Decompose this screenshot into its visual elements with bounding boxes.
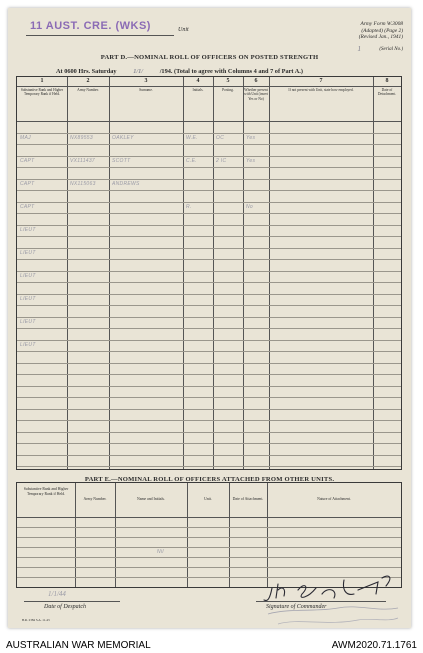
ruled-line (17, 374, 401, 375)
ruled-line (17, 386, 401, 387)
column-header: Army Number. (77, 88, 99, 92)
serial-label: (Serial No.) (379, 47, 403, 52)
archive-reference: AWM2020.71.1761 (331, 640, 417, 651)
entry-rank: LIEUT (20, 250, 36, 256)
ruled-line (17, 363, 401, 364)
entry-surname: OAKLEY (112, 135, 134, 141)
entry-rank: LIEUT (20, 273, 36, 279)
column-header: Substantive Rank and Higher Temporary Rank if Held. (20, 88, 64, 97)
ruled-line (17, 213, 401, 214)
column-number: 8 (385, 78, 389, 84)
column-number: 6 (254, 78, 258, 84)
ruled-line (17, 156, 401, 157)
entry-rank: CAPT (20, 158, 35, 164)
part-e-nil-entry: Nil (157, 549, 164, 555)
ruled-line (17, 527, 401, 528)
column-header: If not present with Unit, state how employed. (288, 88, 354, 92)
column-header: Unit. (204, 497, 212, 501)
document-sheet (8, 8, 411, 628)
ruled-line (17, 144, 401, 145)
entry-surname: SCOTT (112, 158, 131, 164)
despatch-date-value: 1/1/44 (48, 590, 66, 598)
ruled-line (17, 557, 401, 558)
commander-signature (258, 568, 408, 632)
archive-caption: AUSTRALIAN WAR MEMORIAL (6, 640, 151, 651)
column-header: Surname. (139, 88, 153, 92)
signature-label: Signature of Commander (266, 604, 327, 610)
column-header: Name and Initials. (137, 497, 165, 501)
entry-initials: C.E. (186, 158, 197, 164)
despatch-underline (24, 601, 120, 602)
part-d-table (16, 76, 402, 470)
entry-number: NX115063 (70, 181, 96, 187)
form-ref-line: (Revised Jan., 1941) (358, 34, 403, 41)
column-divider (109, 77, 110, 469)
ruled-line (17, 351, 401, 352)
ruled-line (17, 397, 401, 398)
entry-number: NX89553 (70, 135, 93, 141)
column-divider (67, 77, 68, 469)
ruled-line (17, 305, 401, 306)
header-row-divider (17, 121, 401, 122)
entry-surname: ANDREWS (112, 181, 140, 187)
ruled-line (17, 409, 401, 410)
part-e-title: PART E.—NOMINAL ROLL OF OFFICERS ATTACHED FROM OTHER UNITS. (84, 476, 335, 483)
column-divider (269, 77, 270, 469)
ruled-line (17, 271, 401, 272)
column-header: Initials. (192, 88, 204, 92)
entry-initials: W.E. (186, 135, 198, 141)
unit-stamp: 11 AUST. CRE. (WKS) (30, 20, 151, 32)
ruled-line (17, 466, 401, 467)
column-number: 5 (226, 78, 230, 84)
column-divider (183, 77, 184, 469)
despatch-label: Date of Despatch (44, 604, 86, 610)
number-row-divider (17, 86, 401, 87)
ruled-line (17, 179, 401, 180)
entry-posting: OC (216, 135, 225, 141)
header-row-divider (17, 517, 401, 518)
ruled-line (17, 190, 401, 191)
ruled-line (17, 259, 401, 260)
column-divider (373, 77, 374, 469)
unit-underline (26, 35, 174, 36)
column-number: 7 (319, 78, 323, 84)
column-divider (213, 77, 214, 469)
part-d-title: PART D.—NOMINAL ROLL OF OFFICERS ON POSTED STRENGTH (100, 54, 319, 61)
ruled-line (17, 420, 401, 421)
entry-posting: 2 IC (216, 158, 227, 164)
column-number: 2 (86, 78, 90, 84)
ruled-line (17, 225, 401, 226)
at-prefix: At 0600 Hrs. Saturday (56, 68, 117, 75)
column-header: Date of Attachment. (232, 497, 264, 501)
column-divider (243, 77, 244, 469)
ruled-line (17, 202, 401, 203)
column-header: Nature of Attachment. (317, 497, 351, 501)
ruled-line (17, 328, 401, 329)
at-suffix: /194. (Total to agree with Columns 4 and 7 of Part A.) (159, 68, 303, 75)
column-header: Whether present with Unit (insert Yes or No) (244, 88, 268, 101)
entry-rank: CAPT (20, 181, 35, 187)
ruled-line (17, 167, 401, 168)
form-ref-line: Army Form W.3008 (360, 21, 403, 27)
signature-underline (256, 601, 386, 602)
ruled-line (17, 432, 401, 433)
column-number: 1 (40, 78, 44, 84)
ruled-line (17, 443, 401, 444)
column-header: Date of Detachment. (377, 88, 397, 97)
ruled-line (17, 236, 401, 237)
ruled-line (17, 547, 401, 548)
entry-rank: LIEUT (20, 342, 36, 348)
ruled-line (17, 133, 401, 134)
entry-initials: R. (186, 204, 192, 210)
form-reference (359, 21, 403, 41)
column-header: Substantive Rank and Higher Temporary Rank if Held. (23, 487, 69, 496)
column-header: Posting. (222, 88, 234, 92)
entry-present: No (246, 204, 253, 210)
ruled-line (17, 537, 401, 538)
unit-label: Unit (178, 27, 189, 33)
ruled-line (17, 340, 401, 341)
entry-number: VX111437 (70, 158, 96, 164)
entry-rank: LIEUT (20, 296, 36, 302)
serial-number-value: 1 (357, 45, 361, 53)
column-number: 3 (144, 78, 148, 84)
at-hours-line (56, 68, 303, 75)
ruled-line (17, 317, 401, 318)
print-code: B.R. 2384 S.A. 11-43 (22, 618, 50, 622)
entry-present: Yes (246, 135, 256, 141)
form-ref-line: (Adapted) (Page 2) (361, 27, 403, 34)
column-number: 4 (196, 78, 200, 84)
at-date: 1/1/ (133, 68, 143, 75)
ruled-line (17, 282, 401, 283)
entry-rank: MAJ (20, 135, 31, 141)
entry-rank: LIEUT (20, 227, 36, 233)
ruled-line (17, 248, 401, 249)
ruled-line (17, 455, 401, 456)
entry-rank: LIEUT (20, 319, 36, 325)
entry-rank: CAPT (20, 204, 35, 210)
ruled-line (17, 294, 401, 295)
column-header: Army Number. (83, 497, 107, 501)
entry-present: Yes (246, 158, 256, 164)
